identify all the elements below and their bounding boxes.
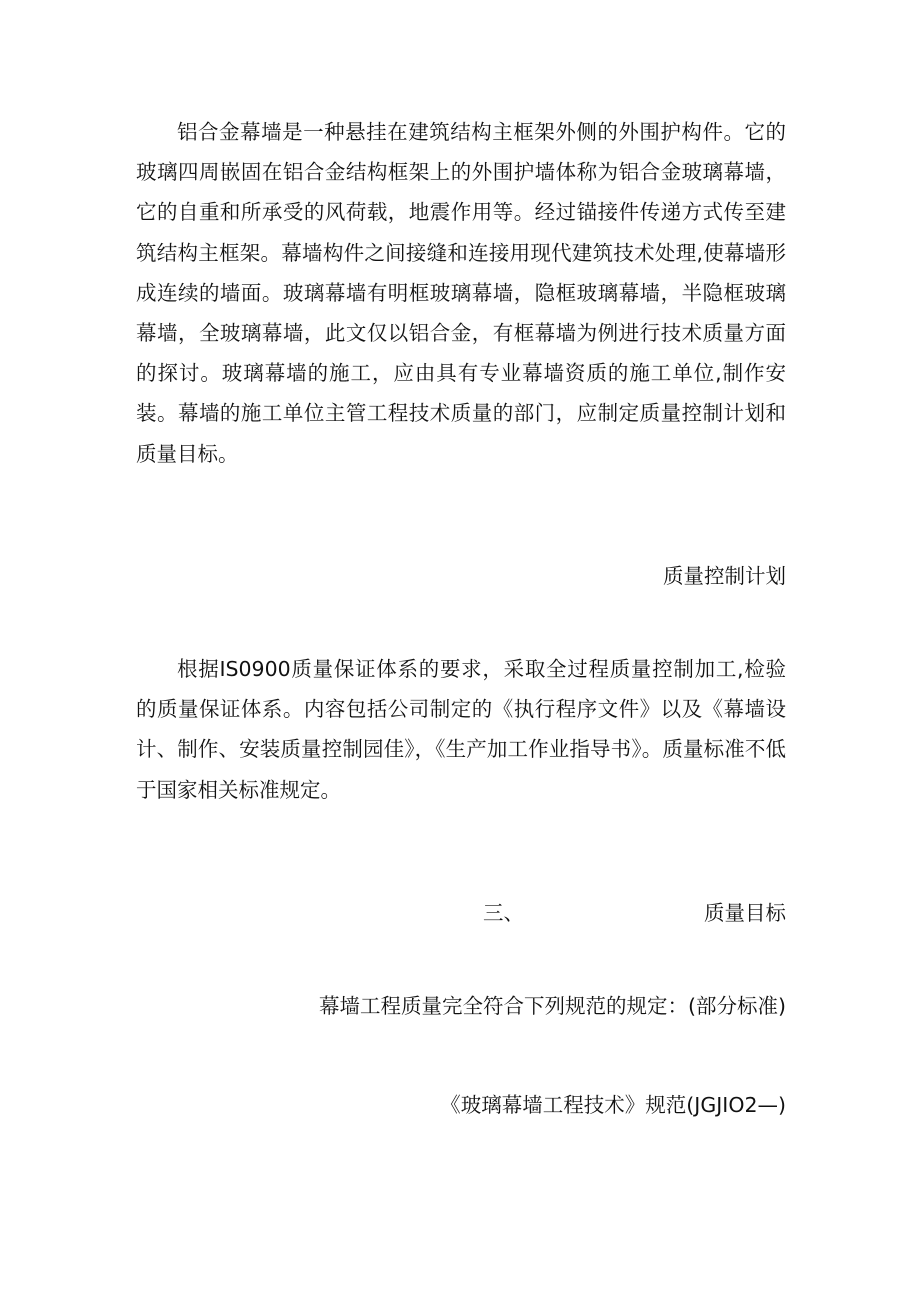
standard-item: 《玻璃幕墙工程技术》规范(JGJIO2—) — [440, 1093, 786, 1117]
standards-intro-line: 幕墙工程质量完全符合下列规范的规定：(部分标准) — [319, 994, 786, 1018]
section-number: 三、 — [483, 901, 524, 925]
quality-system-paragraph: 根据IS0900质量保证体系的要求，采取全过程质量控制加工,检验的质量保证体系。内容包括公司制定的《执行程序文件》以及《幕墙设计、制作、安装质量控制园佳》，《生产加工作业指导书》。质量标准不低于国家相关标准规定。 — [136, 657, 786, 802]
intro-paragraph: 铝合金幕墙是一种悬挂在建筑结构主框架外侧的外围护构件。它的玻璃四周嵌固在铝合金结构框架上的外围护墙体称为铝合金玻璃幕墙，它的自重和所承受的风荷载，地震作用等。经过锚接件传递方式传至建筑结构主框架。幕墙构件之间接缝和连接用现代建筑技术处理,使幕墙形成连续的墙面。玻璃幕墙有明框玻璃幕墙，隐框玻璃幕墙，半隐框玻璃幕墙，全玻璃幕墙，此文仅以铝合金，有框幕墙为例进行技术质量方面的探讨。玻璃幕墙的施工，应由具有专业幕墙资质的施工单位,制作安装。幕墙的施工单位主管工程技术质量的部门，应制定质量控制计划和质量目标。 — [136, 120, 786, 466]
quality-target-heading: 质量目标 — [704, 901, 786, 925]
quality-plan-heading: 质量控制计划 — [663, 564, 786, 588]
